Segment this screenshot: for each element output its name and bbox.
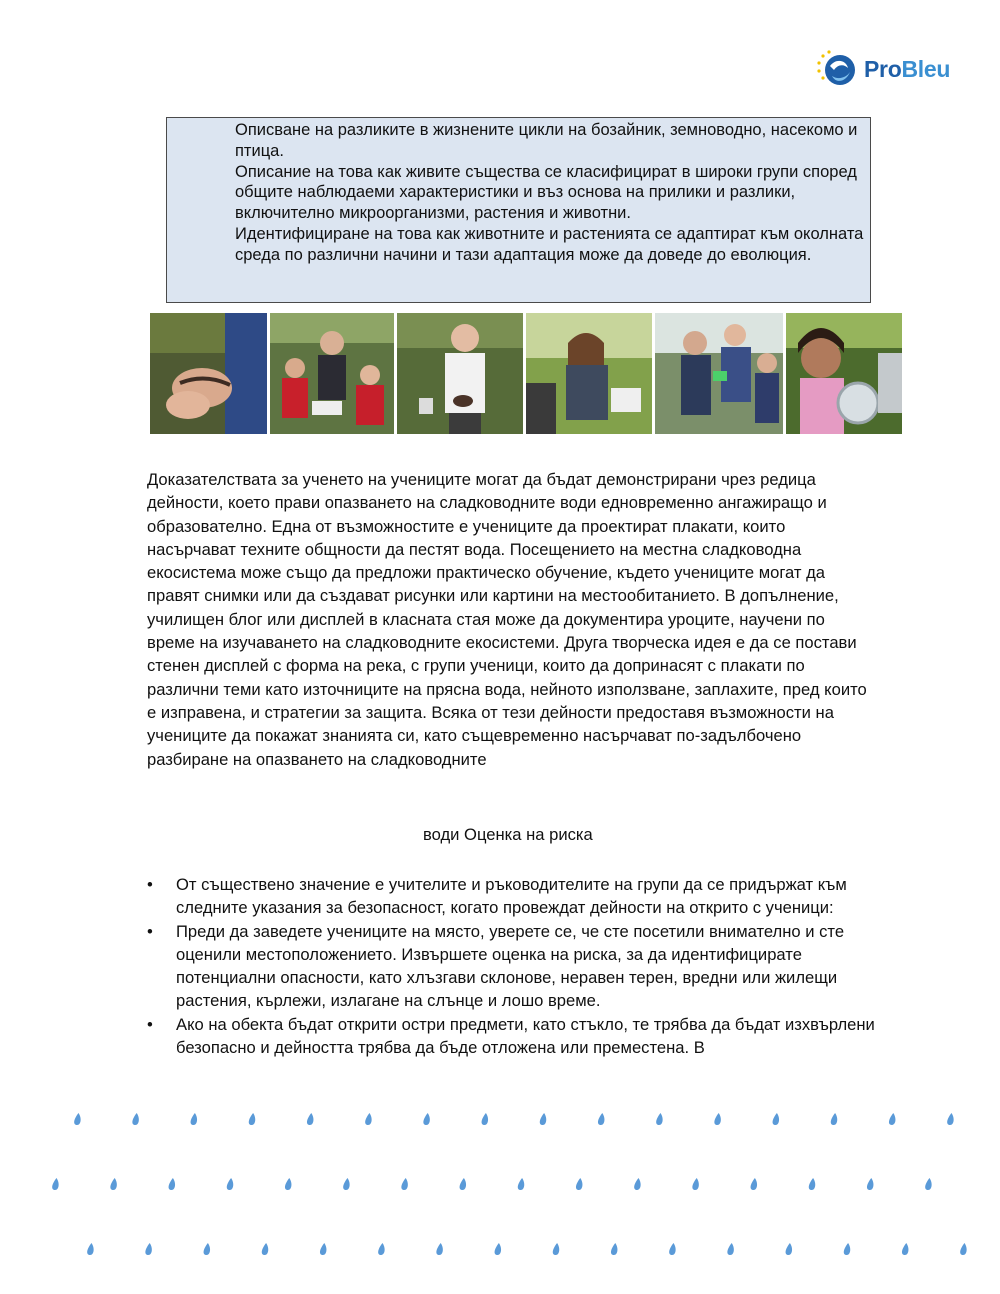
water-drop-icon (634, 1178, 640, 1190)
water-drop-icon (262, 1243, 268, 1255)
probleu-logo (814, 46, 964, 92)
water-drop-icon (145, 1243, 151, 1255)
water-drop-icon (307, 1113, 313, 1125)
water-drop-icon (249, 1113, 255, 1125)
water-drop-icon (460, 1178, 466, 1190)
objective-item: Описание на това как живите същества се класифицират в широки групи според общите наблюдаеми характеристики и въз основа на прилики и разлики, включително микроорганизми, растения и животни. (235, 162, 857, 223)
water-drop-icon (727, 1243, 733, 1255)
water-drop-icon (947, 1113, 953, 1125)
water-drop-icon (204, 1243, 210, 1255)
water-drop-icon (191, 1113, 197, 1125)
bullet-icon: • (147, 921, 153, 941)
water-drop-icon (169, 1178, 175, 1190)
logo-wordmark-pro: Pro (864, 55, 902, 82)
learning-objectives-box (166, 117, 871, 303)
bullet-icon: • (147, 875, 153, 894)
water-drop-icon (343, 1178, 349, 1190)
photo-woman-smiling (526, 313, 652, 434)
objective-item: Идентифициране на това как животните и растенията се адаптират към околната среда по различни начини и тази адаптация може да доведе до еволюция. (235, 225, 864, 264)
water-drop-icon (773, 1113, 779, 1125)
list-item (147, 873, 887, 920)
water-drop-icon (889, 1113, 895, 1125)
probleu-emblem-icon (814, 46, 860, 92)
water-drop-icon (809, 1178, 815, 1190)
photo-girl-with-magnifier (786, 313, 902, 434)
water-drop-icon (960, 1243, 966, 1255)
water-drop-icon (656, 1113, 662, 1125)
water-drop-icon (423, 1113, 429, 1125)
water-drop-icon (436, 1243, 442, 1255)
water-drop-icon (598, 1113, 604, 1125)
water-drop-icon (378, 1243, 384, 1255)
photo-strip (150, 313, 904, 434)
photo-children-with-teacher (270, 313, 394, 434)
logo-wordmark-bleu: Bleu (901, 55, 951, 82)
water-drop-icon (482, 1113, 488, 1125)
water-drop-icon (74, 1113, 80, 1125)
water-drop-icon (611, 1243, 617, 1255)
water-drop-icon (692, 1178, 698, 1190)
list-item-text: Ако на обекта бъдат открити остри предмети, като стъкло, те трябва да бъдат изхвърлени безопасно и дейността трябва да бъде отложена или преместена. В (176, 1014, 875, 1058)
water-drop-icon (227, 1178, 233, 1190)
objective-item: Описване на разликите в жизнените цикли на бозайник, земноводно, насекомо и птица. (235, 121, 858, 160)
photo-children-outdoor-group (655, 313, 783, 434)
water-drop-icon (285, 1178, 291, 1190)
logo-wordmark (864, 56, 950, 83)
water-drop-icon (365, 1113, 371, 1125)
water-drop-icon (320, 1243, 326, 1255)
water-drop-icon (553, 1243, 559, 1255)
water-drop-icon (844, 1243, 850, 1255)
water-drop-icon (751, 1178, 757, 1190)
water-drop-icon (714, 1113, 720, 1125)
list-item-text: Преди да заведете учениците на място, уверете се, че сте посетили внимателно и сте оценили местоположението. Извършете оценка на риска, за да идентифицирате потенциални опасности, като хлъзгави склонове, неравен терен, вредни или жилещи растения, кърлежи, излагане на слънце и лошо време. (176, 921, 845, 1011)
list-item (147, 1013, 887, 1060)
bullet-icon: • (147, 1014, 153, 1034)
water-drop-icon (110, 1178, 116, 1190)
water-drop-icon (518, 1178, 524, 1190)
water-drop-icon (495, 1243, 501, 1255)
water-drop-icon (52, 1178, 58, 1190)
water-drops-decoration (0, 1100, 1000, 1294)
water-drop-icon (87, 1243, 93, 1255)
list-item-text: От съществено значение е учителите и ръководителите на групи да се придържат към следните указания за безопасност, когато провеждат дейности на открито с ученици: (176, 875, 847, 918)
water-drop-icon (401, 1178, 407, 1190)
photo-hands-holding-worm (150, 313, 267, 434)
list-item (147, 920, 887, 1013)
water-drop-icon (540, 1113, 546, 1125)
water-drop-icon (786, 1243, 792, 1255)
water-drop-icon (925, 1178, 931, 1190)
water-drop-icon (132, 1113, 138, 1125)
water-drop-icon (831, 1113, 837, 1125)
risk-assessment-heading: води Оценка на риска (423, 825, 593, 844)
water-drop-icon (576, 1178, 582, 1190)
water-drop-icon (902, 1243, 908, 1255)
water-drop-icon (867, 1178, 873, 1190)
photo-boy-with-insect (397, 313, 523, 434)
water-drop-icon (669, 1243, 675, 1255)
safety-guidelines-list (147, 873, 887, 1059)
body-paragraph: Доказателствата за ученето на учениците могат да бъдат демонстрирани чрез редица дейности, което прави опазването на сладководните води едновременно ангажиращо и образователно. Една от възможностите е учениците да проектират плакати, които насърчават техните общности да пестят вода. Посещението на местна сладководна екосистема може също да предложи практическо обучение, където учениците могат да правят снимки или да създават рисунки или картини на местообитанието. В допълнение, училищен блог или дисплей в класната стая може да документира уроците, научени по време на изучаването на сладководните екосистеми. Друга творческа идея е да се постави стенен дисплей с форма на река, с групи ученици, които да допринасят с плакати по различни теми като източниците на прясна вода, нейното използване, заплахите, пред които е изправена, и стратегии за защита. Всяка от тези дейности предоставя възможности на учениците да покажат знанията си, като същевременно насърчават по-задълбочено разбиране на опазването на сладководните (147, 470, 867, 769)
